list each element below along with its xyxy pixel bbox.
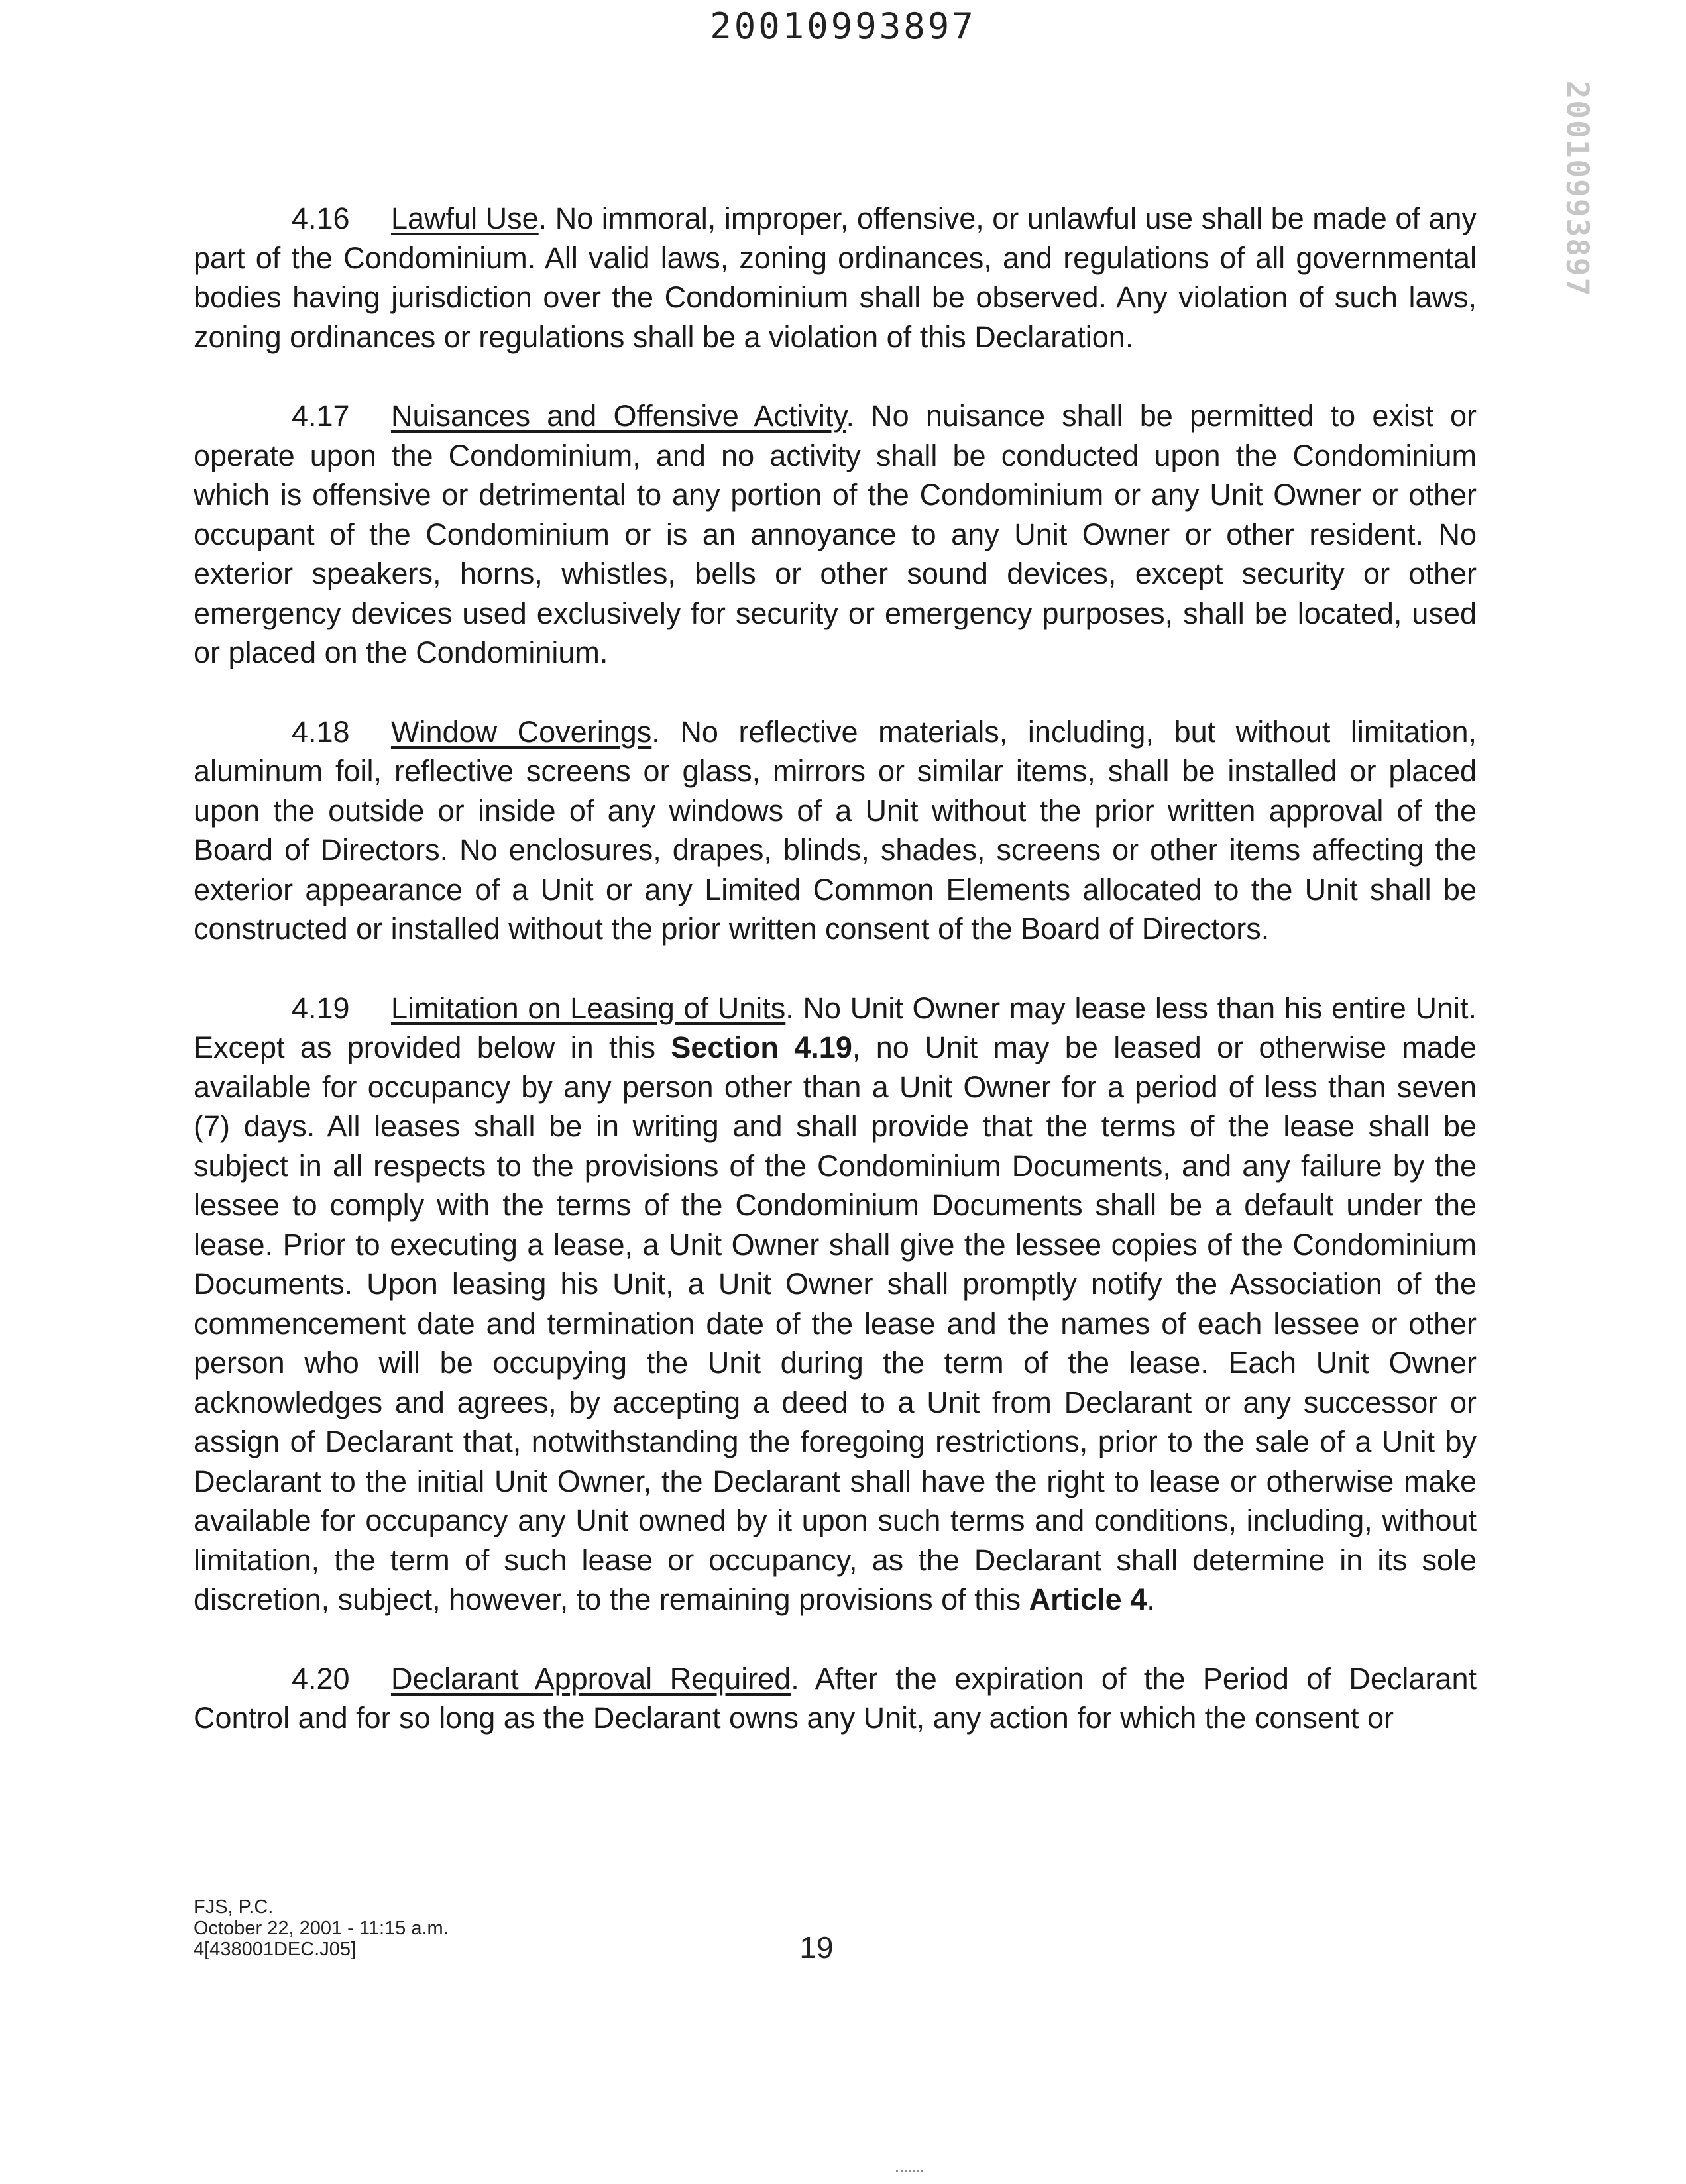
section-number: 4.17 [292,399,350,433]
section-4-17 [194,396,1477,673]
page-number: 19 [799,1930,834,1965]
section-number: 4.16 [292,201,350,235]
section-4-19 [194,989,1477,1619]
section-4-20 [194,1659,1477,1738]
section-title: Declarant Approval Required [391,1661,791,1696]
section-text: . No reflective materials, including, but without limitation, aluminum foil, reflective screens or glass, mirrors or similar items, shall be installed or placed upon the outside or inside of any windows of a Unit without the prior written approval of the Board of Directors. No enclosures, drapes, blinds, shades, screens or other items affecting the exterior appearance of a Unit or any Limited Common Elements allocated to the Unit shall be constructed or installed without the prior written consent of the Board of Directors. [194,714,1477,946]
section-title: Nuisances and Offensive Activity [391,399,846,433]
side-stamp-text: 20010993897 [1559,80,1596,298]
section-number: 4.19 [292,991,350,1025]
section-title: Lawful Use [391,201,539,235]
document-number: 20010993897 [710,5,976,47]
section-text: . No immoral, improper, offensive, or unlawful use shall be made of any part of the Condominium. All valid laws, zoning ordinances, and regulations of all governmental bodies having jurisdiction over the Condominium shall be observed. Any violation of such laws, zoning ordinances or regulations shall be a violation of this Declaration. [194,201,1477,354]
section-4-16 [194,199,1477,356]
footer-meta [194,1896,449,1960]
section-number: 4.18 [292,714,350,749]
section-reference: Section 4.19 [671,1030,852,1064]
section-number: 4.20 [292,1661,350,1696]
footer-firm: FJS, P.C. [194,1896,274,1918]
document-body [194,199,1477,1738]
section-text: , no Unit may be leased or otherwise made available for occupancy by any person other than a Unit Owner for a period of less than seven (7) days. All leases shall be in writing and shall provide that the terms of the lease shall be subject in all respects to the provisions of the Condominium Documents, and any failure by the lessee to comply with the terms of the Condominium Documents shall be a default under the lease. Prior to executing a lease, a Unit Owner shall give the lessee copies of the Condominium Documents. Upon leasing his Unit, a Unit Owner shall promptly notify the Association of the commencement date and termination date of the lease and the names of each lessee or other person who will be occupying the Unit during the term of the lease. Each Unit Owner acknowledges and agrees, by accepting a deed to a Unit from Declarant or any successor or assign of Declarant that, notwithstanding the foregoing restrictions, prior to the sale of a Unit by Declarant to the initial Unit Owner, the Declarant shall have the right to lease or otherwise make available for occupancy any Unit owned by it upon such terms and conditions, including, without limitation, the term of such lease or occupancy, as the Declarant shall determine in its sole discretion, subject, however, to the remaining provisions of this [194,1030,1477,1616]
section-title: Window Coverings [391,714,652,749]
footer-file-code: 4[438001DEC.J05] [194,1939,357,1960]
section-text: . [1147,1582,1155,1616]
side-stamp [1557,80,1597,298]
footer-timestamp: October 22, 2001 - 11:15 a.m. [194,1918,449,1939]
section-text: . After the expiration of the Period of Declarant Control and for so long as the Declarant owns any Unit, any action for which the consent or [194,1661,1477,1735]
section-text: . No nuisance shall be permitted to exist or operate upon the Condominium, and no activity shall be conducted upon the Condominium which is offensive or detrimental to any portion of the Condominium or any Unit Owner or other occupant of the Condominium or is an annoyance to any Unit Owner or other resident. No exterior speakers, horns, whistles, bells or other sound devices, except security or other emergency devices used exclusively for security or emergency purposes, shall be located, used or placed on the Condominium. [194,399,1477,669]
scan-mark [896,2170,923,2175]
section-title: Limitation on Leasing of Units [391,991,786,1025]
section-text: . No Unit Owner may lease less than his entire Unit. Except as provided below in this [194,991,1477,1064]
section-reference: Article 4 [1029,1582,1147,1616]
section-4-18 [194,712,1477,949]
